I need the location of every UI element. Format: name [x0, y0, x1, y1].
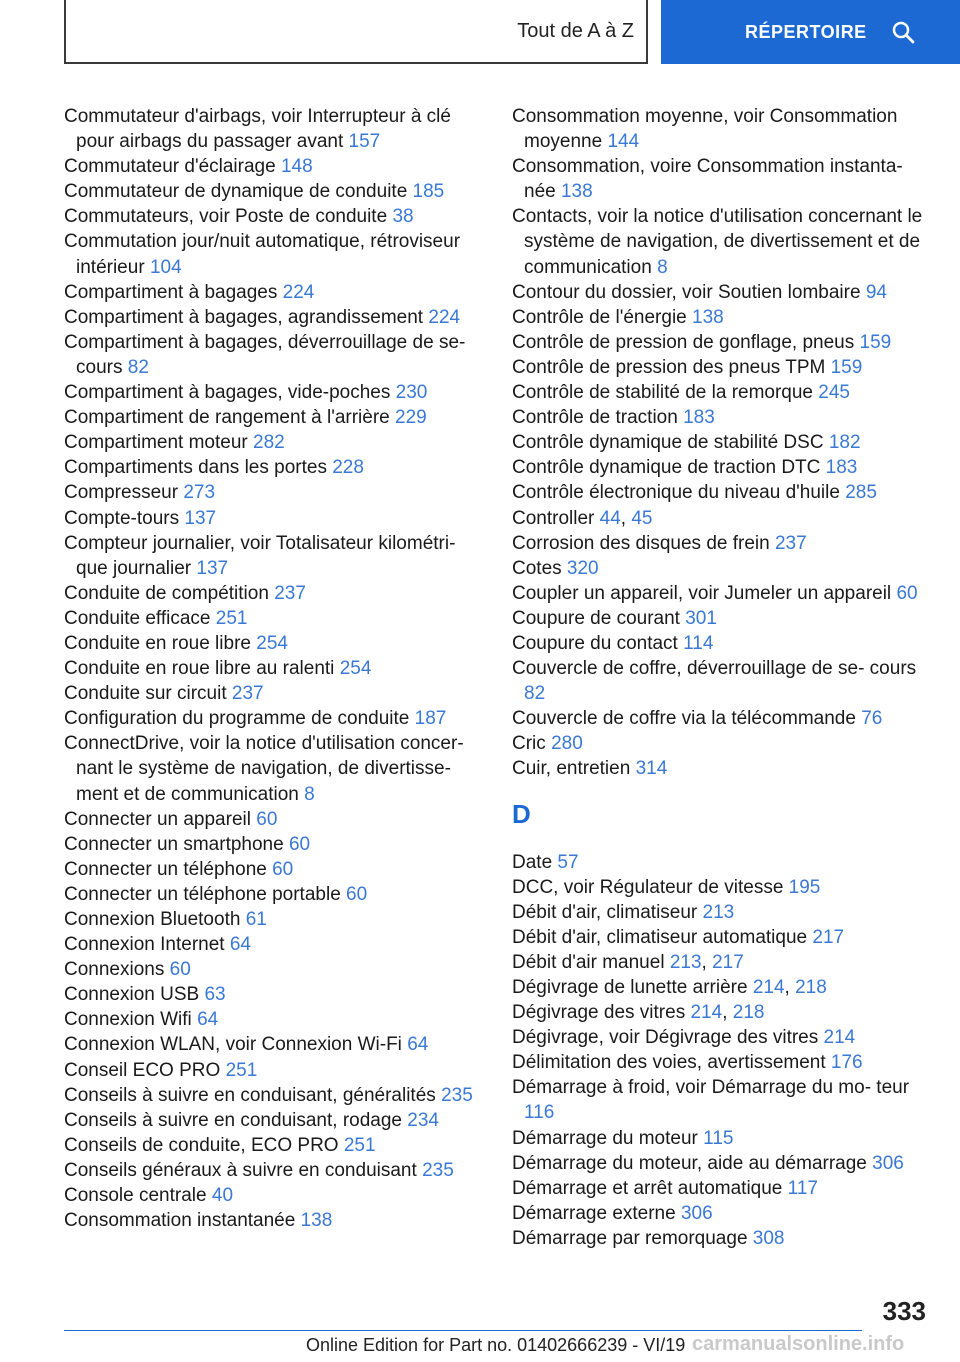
- entry-term: Connexion Bluetooth: [64, 909, 241, 930]
- index-entry: [64, 932, 484, 957]
- index-entry: [64, 104, 484, 154]
- page-link[interactable]: 183: [683, 407, 715, 429]
- entry-term: Contrôle dynamique de traction DTC: [512, 457, 821, 479]
- entry-term: Connexion USB: [64, 984, 200, 1006]
- index-column-left: [64, 104, 484, 1233]
- entry-term: Connecter un appareil: [64, 808, 251, 830]
- index-entry: [512, 1151, 937, 1176]
- page-link[interactable]: 213: [669, 951, 702, 973]
- index-entry: [512, 330, 937, 355]
- entry-term: Commutateur d'éclairage: [64, 156, 276, 178]
- entry-term: Conduite de compétition: [64, 582, 269, 604]
- index-entry: Dégivrage des vitres 214, 218: [512, 1002, 765, 1024]
- page-link[interactable]: 144: [607, 131, 640, 153]
- index-entry: [64, 1058, 484, 1083]
- entry-term: Conseil ECO PRO: [64, 1059, 221, 1081]
- entry-term: Connexion WLAN, voir Connexion Wi-Fi: [64, 1034, 402, 1056]
- entry-term: Corrosion des disques de frein: [512, 532, 770, 554]
- index-entry: [64, 656, 484, 681]
- entry-term: Consommation moyenne, voir Consommation moyenne: [512, 106, 898, 153]
- page-link[interactable]: 213: [702, 901, 735, 923]
- index-entry: [512, 556, 937, 581]
- entry-term: Coupure de courant: [512, 607, 680, 629]
- index-entry: [64, 1108, 484, 1133]
- entry-term: Contrôle électronique du niveau d'huile: [512, 482, 840, 504]
- page-link[interactable]: 138: [692, 306, 724, 328]
- page-link[interactable]: 61: [245, 909, 267, 930]
- page-link[interactable]: 306: [872, 1152, 904, 1174]
- page-link[interactable]: 57: [557, 851, 579, 873]
- index-entry: [512, 731, 937, 756]
- index-entry: [64, 807, 484, 832]
- page-link[interactable]: 183: [825, 457, 858, 479]
- page-link[interactable]: 138: [560, 181, 593, 203]
- index-entry: [64, 706, 484, 731]
- page-link[interactable]: 195: [788, 876, 821, 898]
- index-entry: [64, 531, 484, 581]
- page-link[interactable]: 237: [231, 683, 264, 705]
- index-entry: [64, 280, 484, 305]
- page-link[interactable]: 64: [407, 1034, 429, 1056]
- page-link[interactable]: 320: [566, 557, 599, 579]
- entry-term: Compartiment de rangement à l'arrière: [64, 407, 390, 429]
- entry-term: Contour du dossier, voir Soutien lombaire: [512, 281, 861, 303]
- index-entry: [512, 1025, 937, 1050]
- page-link[interactable]: 60: [346, 883, 368, 905]
- index-entry: [512, 154, 937, 204]
- index-entry: [512, 925, 937, 950]
- entry-term: Débit d'air, climatiseur automatique: [512, 926, 808, 948]
- entry-term: Débit d'air, climatiseur: [512, 901, 698, 923]
- page-link[interactable]: 159: [830, 356, 863, 378]
- entry-term: Contrôle de traction: [512, 407, 678, 429]
- index-entry: [512, 656, 937, 706]
- entry-term: Contacts, voir la notice d'utilisation concernant le système de navigation, de divertissement et de communication: [512, 206, 923, 278]
- entry-term: Conduite efficace: [64, 607, 211, 629]
- entry-term: Configuration du programme de conduite: [64, 708, 410, 730]
- entry-term: Compteur journalier, voir Totalisateur kilométri‐ que journalier: [64, 532, 456, 579]
- index-group-c: [512, 104, 937, 782]
- index-entry: [512, 756, 937, 781]
- entry-term: Démarrage externe: [512, 1202, 676, 1224]
- entry-term: Connexion Internet: [64, 934, 225, 956]
- index-entry: Débit d'air manuel 213, 217: [512, 951, 744, 973]
- entry-term: Conduite en roue libre: [64, 632, 251, 654]
- index-entry: [512, 104, 937, 154]
- index-entry: [512, 355, 937, 380]
- index-entry: [64, 1208, 484, 1233]
- entry-term: Contrôle de l'énergie: [512, 306, 687, 328]
- page-link[interactable]: 218: [732, 1002, 765, 1024]
- entry-term: Consommation, voire Consommation instanta‐ née: [512, 156, 903, 203]
- search-icon[interactable]: [891, 20, 915, 44]
- page-link[interactable]: 40: [211, 1185, 234, 1207]
- entry-term: Compartiments dans les portes: [64, 457, 327, 479]
- entry-term: Commutateur de dynamique de conduite: [64, 181, 408, 203]
- page-link[interactable]: 82: [524, 683, 546, 705]
- page-link[interactable]: 301: [685, 607, 717, 629]
- entry-term: Conduite sur circuit: [64, 683, 227, 705]
- index-entry: [512, 1201, 937, 1226]
- index-entry: [64, 154, 484, 179]
- page-link[interactable]: 60: [256, 808, 278, 830]
- index-entry: [64, 631, 484, 656]
- index-entry: [64, 229, 484, 279]
- entry-term: Démarrage du moteur: [512, 1127, 698, 1149]
- entry-term: Compartiment à bagages, agrandissement: [64, 306, 424, 328]
- tab-label: RÉPERTOIRE: [745, 21, 867, 42]
- entry-term: Connecter un téléphone portable: [64, 883, 341, 905]
- page-link[interactable]: 245: [818, 382, 850, 404]
- index-entry: [64, 305, 484, 330]
- entry-term: Dégivrage des vitres: [512, 1002, 686, 1024]
- page-link[interactable]: 308: [752, 1227, 785, 1249]
- page-link[interactable]: 8: [304, 783, 315, 805]
- page-link[interactable]: 94: [865, 281, 887, 303]
- entry-term: Consommation instantanée: [64, 1210, 296, 1232]
- page-link[interactable]: 44: [599, 507, 621, 529]
- index-entry: [64, 430, 484, 455]
- index-entry: [64, 681, 484, 706]
- page-link[interactable]: 254: [339, 658, 372, 680]
- index-entry: [64, 982, 484, 1007]
- page-link[interactable]: 224: [428, 306, 461, 328]
- entry-term: Dégivrage, voir Dégivrage des vitres: [512, 1027, 819, 1049]
- index-entry: [64, 1083, 484, 1108]
- entry-term: Date: [512, 851, 553, 873]
- page-link[interactable]: 282: [253, 432, 285, 454]
- index-column-right: [512, 104, 937, 1251]
- page-link[interactable]: 45: [631, 507, 653, 529]
- page-link[interactable]: 116: [524, 1102, 555, 1124]
- entry-term: Coupler un appareil, voir Jumeler un appareil: [512, 582, 892, 604]
- entry-term: Console centrale: [64, 1185, 207, 1207]
- page-link[interactable]: 182: [828, 432, 861, 454]
- entry-term: Délimitation des voies, avertissement: [512, 1052, 826, 1074]
- page-link[interactable]: 60: [896, 582, 918, 604]
- index-entry: [512, 305, 937, 330]
- entry-term: Compartiment à bagages, vide-poches: [64, 382, 391, 404]
- page-link[interactable]: 237: [774, 532, 807, 554]
- index-entry: [64, 907, 484, 932]
- page-link[interactable]: 280: [551, 733, 583, 755]
- page-link[interactable]: 8: [657, 256, 668, 278]
- page-link[interactable]: 64: [229, 934, 251, 956]
- entry-term: Dégivrage de lunette arrière: [512, 977, 748, 998]
- page-link[interactable]: 306: [680, 1202, 713, 1224]
- page-link[interactable]: 115: [703, 1127, 734, 1149]
- page-link[interactable]: 117: [787, 1177, 818, 1199]
- index-entry: [64, 1158, 484, 1183]
- page-link[interactable]: 82: [127, 356, 149, 378]
- entry-term: Conduite en roue libre au ralenti: [64, 658, 335, 680]
- entry-term: DCC, voir Régulateur de vitesse: [512, 876, 784, 898]
- index-entry: [512, 531, 937, 556]
- page-link[interactable]: 114: [683, 632, 714, 654]
- index-entry: [64, 1183, 484, 1208]
- page-link[interactable]: 63: [204, 984, 226, 1006]
- index-entry: [512, 204, 937, 279]
- page-link[interactable]: 214: [690, 1002, 723, 1024]
- footer-divider: [64, 1330, 862, 1331]
- entry-term: Compartiment à bagages, déverrouillage de se‐ cours: [64, 331, 466, 378]
- page-link[interactable]: 251: [225, 1059, 258, 1081]
- entry-term: Conseils généraux à suivre en conduisant: [64, 1159, 417, 1181]
- page-link[interactable]: 38: [392, 206, 414, 228]
- page-link[interactable]: 137: [184, 507, 217, 529]
- index-entry: [512, 581, 937, 606]
- entry-term: Contrôle de stabilité de la remorque: [512, 382, 814, 404]
- page-link[interactable]: 104: [149, 256, 182, 278]
- page-link[interactable]: 251: [215, 607, 248, 629]
- section-title: Tout de A à Z: [517, 19, 634, 42]
- page-link[interactable]: 230: [395, 382, 428, 404]
- page-link[interactable]: 159: [859, 331, 892, 353]
- page-link[interactable]: 176: [830, 1052, 863, 1074]
- index-entry: [64, 857, 484, 882]
- entry-term: Cric: [512, 733, 546, 755]
- footer-watermark: carmanualsonline.info: [692, 1333, 905, 1355]
- page-link[interactable]: 76: [861, 708, 883, 730]
- page-link[interactable]: 60: [288, 833, 311, 855]
- page-link[interactable]: 60: [272, 858, 294, 880]
- section-letter-heading: D: [512, 798, 531, 829]
- page-link[interactable]: 228: [332, 457, 364, 479]
- index-entry: [512, 1226, 937, 1251]
- entry-term: Conseils de conduite, ECO PRO: [64, 1134, 339, 1156]
- footer-edition: Online Edition for Part no. 01402666239 - VI/19: [306, 1335, 686, 1355]
- page-link[interactable]: 214: [823, 1027, 856, 1049]
- page-link[interactable]: 235: [422, 1159, 454, 1181]
- index-entry: [64, 581, 484, 606]
- page-link[interactable]: 157: [348, 131, 381, 153]
- page-link[interactable]: 235: [441, 1084, 473, 1106]
- index-entry: [64, 731, 484, 806]
- section-header: [64, 0, 648, 64]
- index-entry: [512, 430, 937, 455]
- page-number: 333: [882, 1296, 926, 1326]
- index-entry: [64, 606, 484, 631]
- page-link[interactable]: 254: [256, 632, 288, 654]
- entry-term: Connecter un téléphone: [64, 858, 267, 880]
- entry-term: Conseils à suivre en conduisant, généralités: [64, 1084, 436, 1106]
- entry-term: Coupure du contact: [512, 632, 678, 654]
- tab-repertoire[interactable]: [661, 0, 960, 64]
- index-entry: [512, 280, 937, 305]
- index-entry: [512, 1176, 937, 1201]
- entry-term: Commutateur d'airbags, voir Interrupteur à clé pour airbags du passager avant: [64, 106, 451, 153]
- index-entry: [64, 1007, 484, 1032]
- entry-term: Compresseur: [64, 482, 179, 504]
- entry-term: Connexion Wifi: [64, 1009, 192, 1031]
- entry-term: Compartiment à bagages: [64, 281, 278, 303]
- index-entry: [512, 706, 937, 731]
- page-link[interactable]: 185: [412, 181, 445, 203]
- index-entry: [64, 1032, 484, 1057]
- index-entry: [512, 850, 937, 875]
- index-entry: Controller 44, 45: [512, 507, 653, 529]
- index-entry: [512, 875, 937, 900]
- entry-term: Cotes: [512, 557, 562, 579]
- entry-term: Couvercle de coffre, déverrouillage de se‐ cours: [512, 658, 917, 680]
- page-link[interactable]: 137: [196, 557, 229, 579]
- entry-term: ConnectDrive, voir la notice d'utilisation concer‐ nant le système de navigation, de divertisse‐ ment et de communication: [64, 733, 464, 805]
- index-entry: [512, 900, 937, 925]
- index-entry: [64, 330, 484, 380]
- index-entry: [512, 1075, 937, 1125]
- page-link[interactable]: 234: [407, 1109, 439, 1131]
- index-entry: [512, 1126, 937, 1151]
- index-entry: [64, 882, 484, 907]
- index-entry: [64, 957, 484, 982]
- page-link[interactable]: 229: [395, 407, 427, 429]
- entry-term: Connexions: [64, 959, 165, 981]
- index-entry: [64, 832, 484, 857]
- page-link[interactable]: 285: [845, 482, 877, 504]
- entry-term: Controller: [512, 507, 595, 529]
- index-entry: [64, 179, 484, 204]
- entry-term: Démarrage à froid, voir Démarrage du mo‐ teur: [512, 1077, 910, 1099]
- index-entry: [64, 405, 484, 430]
- index-group-d: [512, 850, 937, 1252]
- page-link[interactable]: 251: [343, 1134, 376, 1156]
- page-link[interactable]: 64: [197, 1009, 219, 1031]
- entry-term: Cuir, entretien: [512, 758, 631, 780]
- index-entry: [512, 405, 937, 430]
- entry-term: Commutateurs, voir Poste de conduite: [64, 206, 388, 228]
- index-entry: [64, 204, 484, 229]
- entry-term: Démarrage et arrêt automatique: [512, 1177, 783, 1199]
- entry-term: Connecter un smartphone: [64, 833, 284, 855]
- page-link[interactable]: 218: [795, 977, 827, 998]
- page-link[interactable]: 148: [280, 156, 313, 178]
- index-entry: [64, 506, 484, 531]
- entry-term: Commutation jour/nuit automatique, rétroviseur intérieur: [64, 231, 461, 278]
- index-entry: [512, 380, 937, 405]
- index-entry: [512, 606, 937, 631]
- index-entry: [64, 455, 484, 480]
- entry-term: Compte-tours: [64, 507, 180, 529]
- entry-term: Contrôle de pression des pneus TPM: [512, 356, 826, 378]
- index-entry: [64, 1133, 484, 1158]
- entry-term: Compartiment moteur: [64, 432, 248, 454]
- entry-term: Conseils à suivre en conduisant, rodage: [64, 1109, 402, 1131]
- entry-term: Démarrage du moteur, aide au démarrage: [512, 1152, 867, 1174]
- page-link[interactable]: 217: [712, 951, 744, 973]
- page-link[interactable]: 187: [414, 708, 447, 730]
- page-link[interactable]: 224: [282, 281, 315, 303]
- index-entry: [512, 455, 937, 480]
- page-link[interactable]: 273: [183, 482, 216, 504]
- index-entry: [512, 631, 937, 656]
- page-link[interactable]: 138: [300, 1210, 333, 1232]
- index-entry: [512, 1050, 937, 1075]
- page-link[interactable]: 237: [274, 582, 306, 604]
- page-link[interactable]: 217: [812, 926, 845, 948]
- entry-term: Démarrage par remorquage: [512, 1227, 748, 1249]
- index-entry: Dégivrage de lunette arrière 214, 218: [512, 977, 827, 998]
- entry-term: Couvercle de coffre via la télécommande: [512, 708, 856, 730]
- page-link[interactable]: 214: [752, 977, 785, 998]
- entry-term: Débit d'air manuel: [512, 951, 665, 973]
- index-entry: [64, 480, 484, 505]
- page-link[interactable]: 60: [169, 959, 191, 981]
- page-link[interactable]: 314: [635, 758, 668, 780]
- index-entry: [64, 380, 484, 405]
- index-entry: [512, 480, 937, 505]
- entry-term: Contrôle dynamique de stabilité DSC: [512, 432, 824, 454]
- entry-term: Contrôle de pression de gonflage, pneus: [512, 331, 855, 353]
